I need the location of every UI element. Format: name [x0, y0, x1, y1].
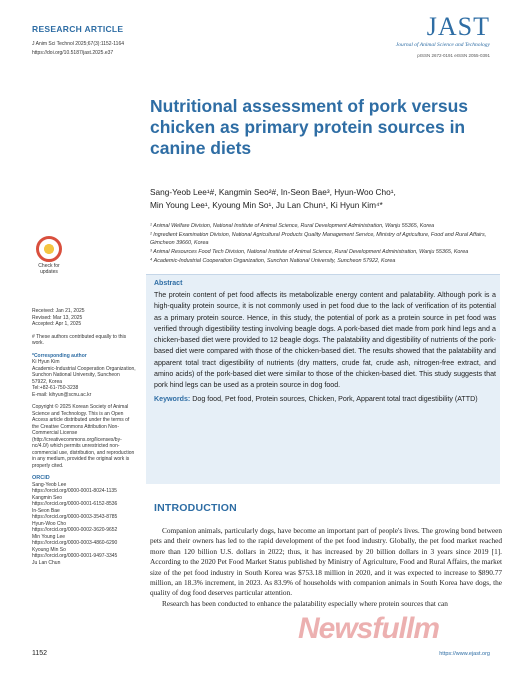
affiliations [150, 222, 502, 266]
journal-logo: JAST [426, 12, 490, 41]
footer-url[interactable]: https://www.ejast.org [439, 651, 490, 657]
corresponding-author [32, 353, 136, 399]
orcid-block [32, 475, 136, 566]
orcid-entry: Ju Lan Chun [32, 559, 61, 566]
introduction-body [150, 526, 502, 609]
journal-branding [396, 14, 490, 58]
citation: J Anim Sci Technol 2025;67(3):1152-1164 [32, 41, 125, 47]
revised-date: Revised: Mar 13, 2025 [32, 314, 83, 321]
doi-link[interactable]: https://doi.org/10.5187/jast.2025.e37 [32, 50, 114, 56]
orcid-link[interactable]: https://orcid.org/0000-0001-6152-8536 [32, 501, 118, 507]
intro-paragraph: Research has been conducted to enhance the palatability especially where protein sources that can [162, 598, 448, 608]
dates-block [32, 308, 136, 328]
authors-line-2: Min Young Lee¹, Kyoung Min So¹, Ju Lan Chun¹, Ki Hyun Kim⁴* [150, 200, 383, 210]
orcid-link[interactable]: https://orcid.org/0000-0002-3620-9652 [32, 527, 118, 533]
intro-paragraph: Companion animals, particularly dogs, have become an important part of people's lives. The growing bond between pets and their owners has led to the rapid development of the pet food industry. Globally, the pet food market reached more than 120 billion U.S. dollars in 2022; thus, it has increased by 20 billion dollars in 3 years since 2019 [1]. According to the 2020 Pet Food Market Status published by Ministry of Agriculture, Food and Rural Affairs, the market size of the pet food industry in South Korea was $753.18 million in 2020, and it was expected to increase to $890.77 million, an 18.3% increment, in 2023. As 83.9% of households with companion animals in South Korea have dogs, the quality of dog food deserves particular attention. [150, 526, 502, 598]
abstract-section [146, 274, 500, 484]
orcid-link[interactable]: https://orcid.org/0000-0001-8024-1135 [32, 488, 117, 494]
article-sidebar [32, 308, 136, 566]
page-number: 1152 [32, 650, 48, 657]
corresponding-author-heading: *Corresponding author [32, 352, 87, 359]
orcid-entry: Kyoung Min So [32, 546, 66, 553]
check-updates-icon [36, 236, 62, 262]
author-list [150, 186, 500, 212]
orcid-heading: ORCID [32, 475, 50, 481]
orcid-entry: Sang-Yeob Lee [32, 481, 67, 488]
keywords-label: Keywords: [154, 394, 191, 403]
affiliation: ⁴ Academic-Industrial Cooperation Organization, Sunchon National University, Suncheon 57922, Korea [150, 258, 396, 265]
orcid-link[interactable]: https://orcid.org/0000-0003-3543-8785 [32, 514, 118, 520]
abstract-heading: Abstract [154, 280, 183, 287]
journal-name: Journal of Animal Science and Technology [395, 42, 490, 48]
orcid-entry: Min Young Lee [32, 533, 66, 540]
orcid-entry: Kangmin Seo [32, 494, 63, 501]
article-type: RESEARCH ARTICLE [32, 24, 124, 34]
accepted-date: Accepted: Apr 1, 2025 [32, 321, 82, 327]
orcid-link[interactable]: https://orcid.org/0000-0003-4860-6290 [32, 540, 118, 546]
orcid-entry: Hyun-Woo Cho [32, 520, 67, 527]
orcid-link[interactable]: https://orcid.org/0000-0001-9497-3345 [32, 553, 118, 559]
article-title: Nutritional assessment of pork versus chicken as primary protein sources in canine diets [150, 96, 469, 158]
corresponding-author-details: Ki Hyun Kim Academic-Industrial Cooperation Organization, Sunchon National University, Suncheon 57922, Korea Tel:+82-61-750-3238 E-mail: kihyun@scnu.ac.kr [32, 359, 136, 398]
keywords [154, 394, 496, 405]
affiliation: ² Ingredient Examination Division, National Agricultural Products Quality Management Service, Ministry of Agriculture, Food and Rural Affairs, Gimcheon 39660, Korea [150, 231, 487, 247]
keywords-list: Dog food, Pet food, Protein sources, Chicken, Pork, Apparent total tract digestibility (ATTD) [192, 394, 478, 403]
introduction-heading: INTRODUCTION [154, 502, 237, 514]
affiliation: ¹ Animal Welfare Division, National Institute of Animal Science, Rural Development Administration, Wanju 55365, Korea [150, 223, 435, 229]
copyright-notice: Copyright © 2025 Korean Society of Animal Science and Technology. This is an Open Access article distributed under the terms of the Creative Commons Attribution Non-Commercial License (http://creativecommons.org/licenses/by-nc/4.0/) which permits unrestricted non-commercial use, distribution, and reproduction in any medium, provided the original work is properly cited. [32, 404, 135, 469]
equal-contribution-note: # These authors contributed equally to this work. [32, 333, 127, 346]
check-for-updates-badge[interactable] [32, 236, 66, 282]
watermark-logo: Newsfullm [298, 612, 440, 645]
abstract-text: The protein content of pet food affects its metabolizable energy content and palatability. Although pork is a high-quality protein source, it is not commonly used in pet food due to the lack of verification of its potential as a primary protein source. Hence, in this study, the potential of pork as a protein source in pet food was verified through digestibility testing involving beagle dogs. A pork-based diet made from pork hind legs and a chicken-based diet were provided to 12 beagle dogs. The palatability and digestibility of nutrients of the pork-based diet were compared with those of the chicken-based diet. The results showed that the palatability and apparent total tract digestibility of nutrients (dry matters, crude fat, crude ash, nitrogen-free extract, and amino acids) of the pork-based diet were similar to those of the chicken-based diet. This study suggests that pork hind legs can be used as a protein source in dog food. [154, 291, 496, 390]
received-date: Received: Jan 21, 2025 [32, 308, 85, 314]
orcid-entry: In-Seon Bae [32, 507, 60, 514]
authors-line-1: Sang-Yeob Lee¹#, Kangmin Seo²#, In-Seon Bae³, Hyun-Woo Cho¹, [150, 187, 396, 197]
article-header [32, 24, 124, 56]
issn: pISSN 2672-0191 eISSN 2055-0391 [417, 53, 490, 58]
affiliation: ³ Animal Resources Food Tech Division, National Institute of Animal Science, Rural Development Administration, Wanju 55365, Korea [150, 249, 469, 256]
check-updates-label: Check for updates [38, 263, 60, 275]
